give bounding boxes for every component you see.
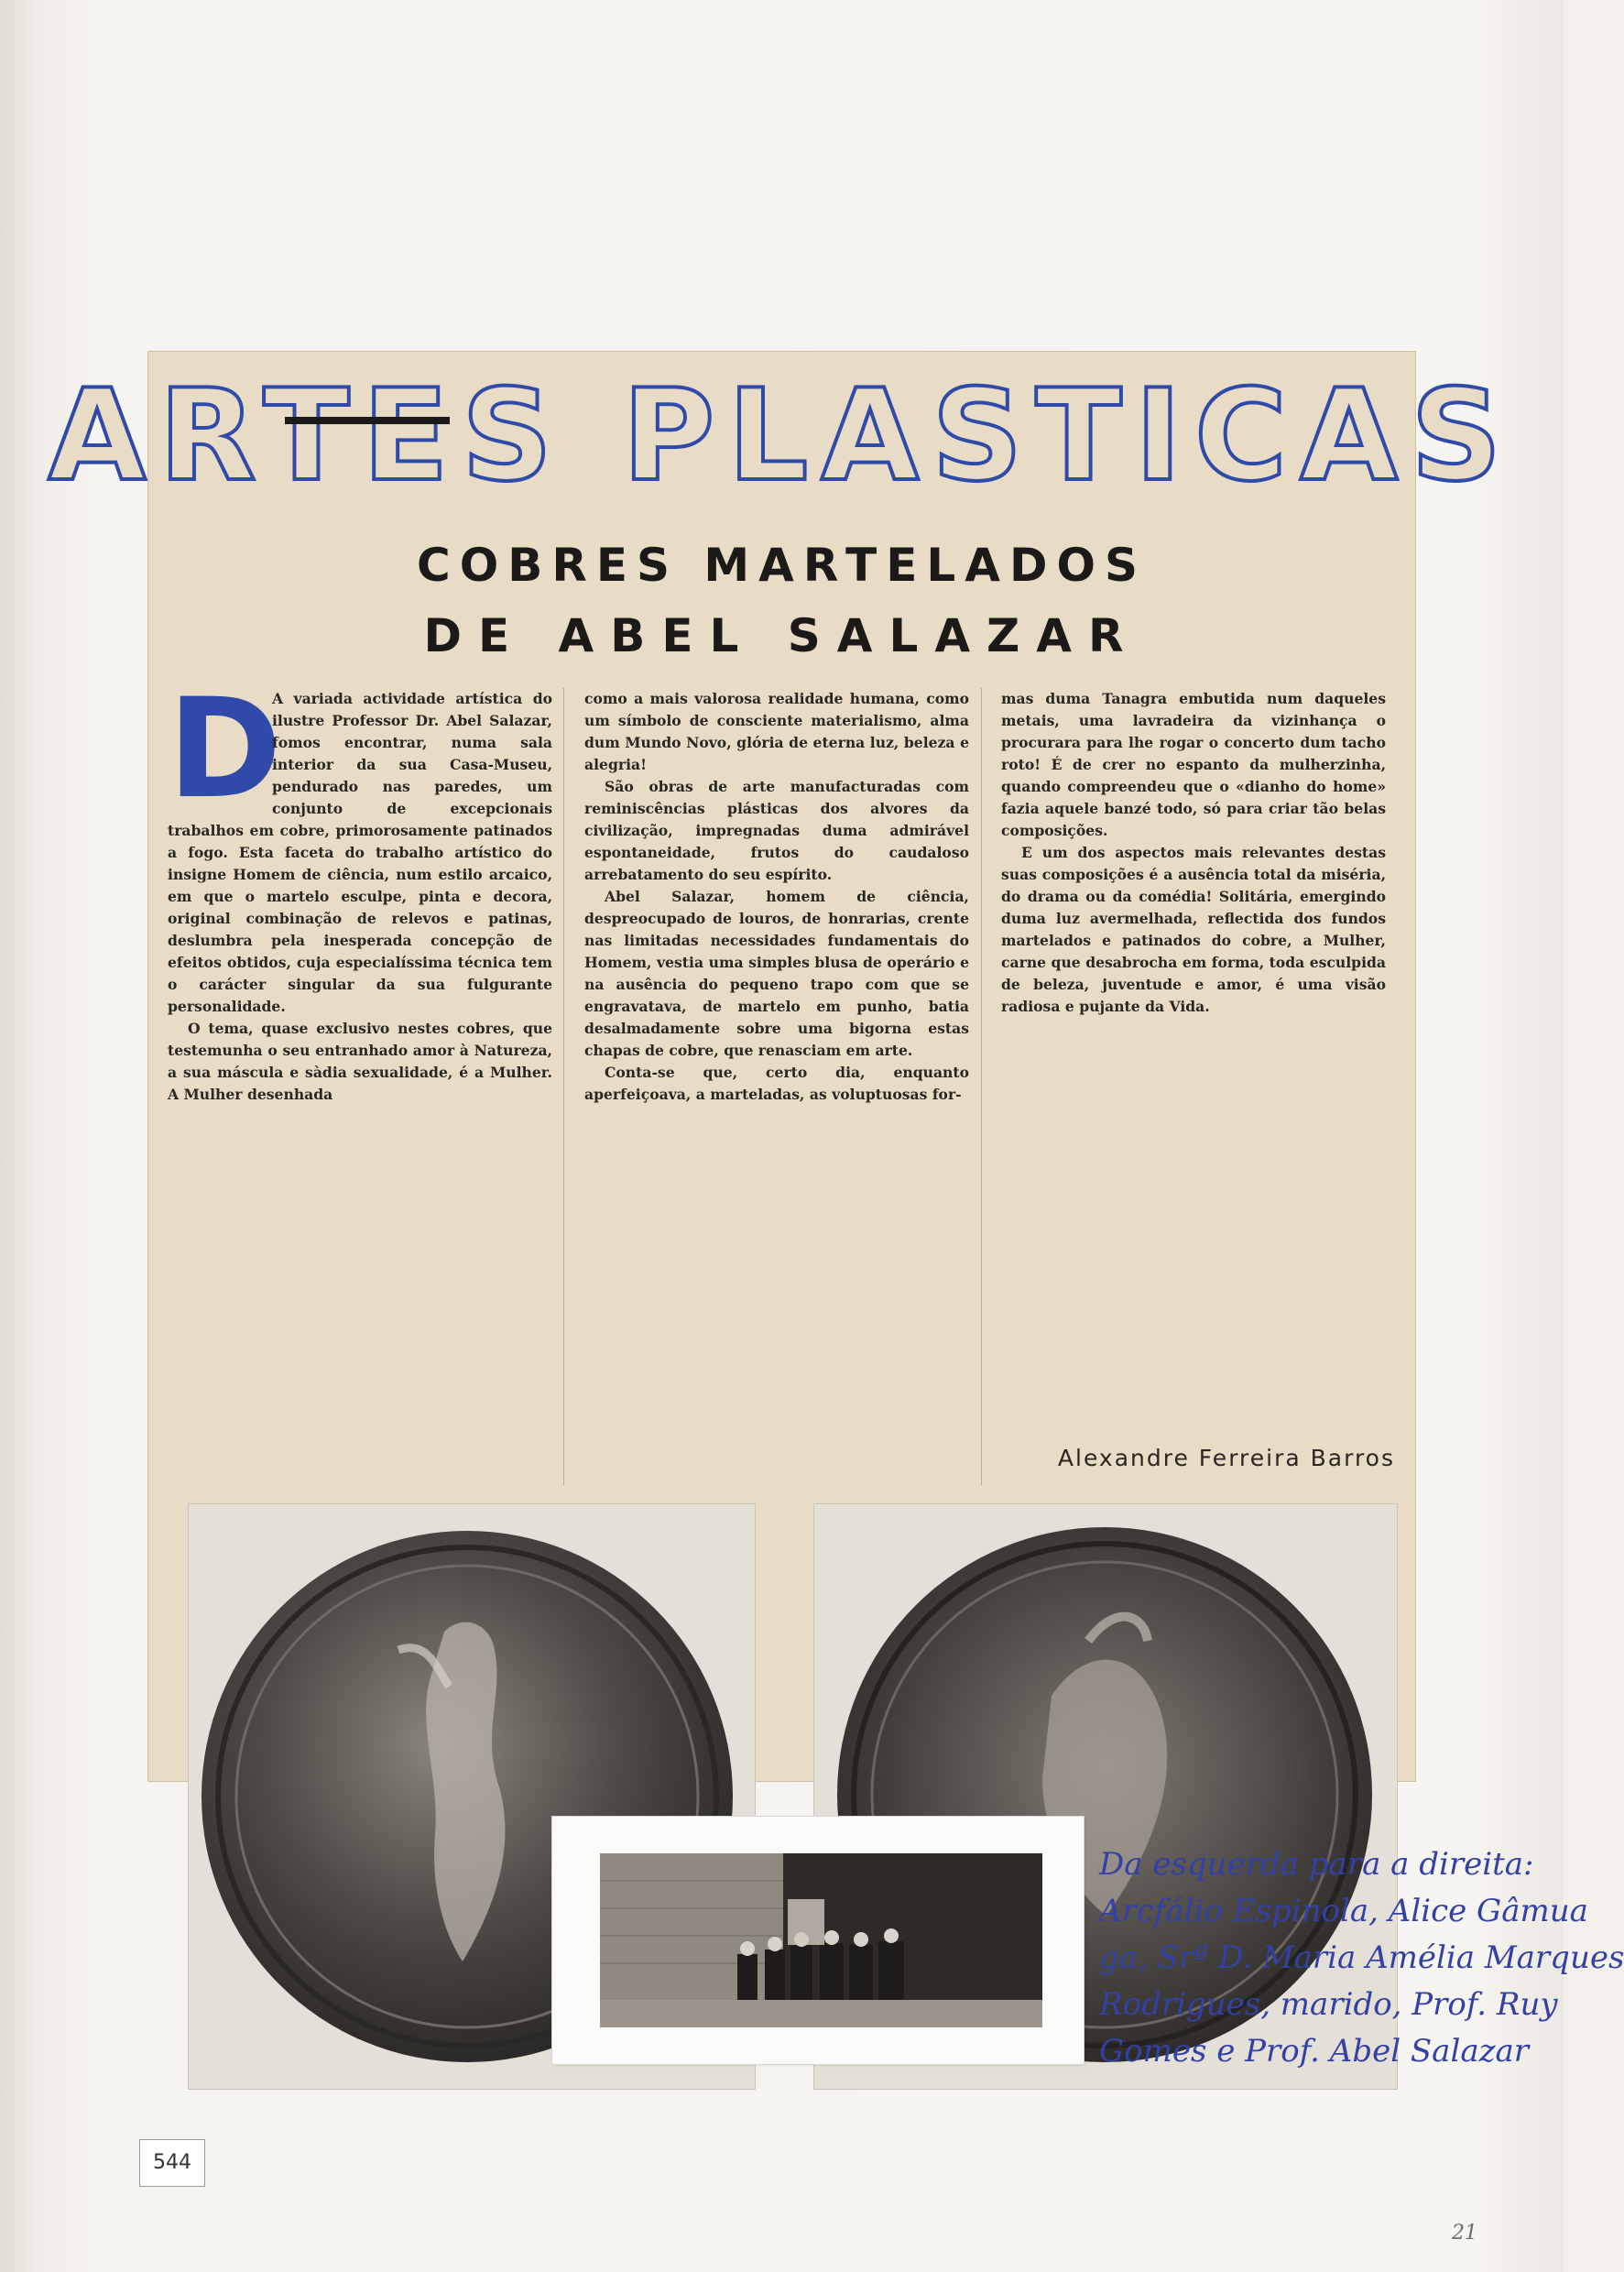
caption-line: Da esquerda para a direita:	[1099, 1846, 1534, 1883]
page-number-label: 544	[139, 2139, 205, 2187]
caption-line: Arcfálio Espinola, Alice Gâmua	[1099, 1893, 1588, 1929]
byline: Alexandre Ferreira Barros	[1057, 1445, 1395, 1471]
drop-cap: D	[168, 670, 282, 829]
group-photo-image	[600, 1853, 1042, 2027]
group-photograph	[552, 1817, 1084, 2064]
caption-line: Rodrigues, marido, Prof. Ruy	[1099, 1986, 1558, 2023]
handwritten-caption	[1099, 1841, 1624, 2075]
folio-number: 21	[1452, 2222, 1477, 2245]
headline-line-2: DE ABEL SALAZAR	[423, 609, 1140, 662]
article-column-2	[584, 688, 969, 1106]
masthead-title: ARTES PLASTICAS	[48, 362, 1515, 509]
newspaper-clipping	[48, 351, 1515, 1782]
masthead-lettering	[48, 351, 1515, 509]
paragraph: O tema, quase exclusivo nestes cobres, que testemunha o seu entranhado amor à Natureza, a sua máscula e sàdia sexualidade, é a Mulher. A Mulher desenhada	[168, 1020, 552, 1103]
article-column-1	[168, 670, 552, 1106]
page-binding-edge	[0, 0, 35, 2272]
paragraph: Conta-se que, certo dia, enquanto aperfeiçoava, a marteladas, as voluptuosas for-	[584, 1064, 969, 1103]
paragraph: E um dos aspectos mais relevantes destas suas composições é a ausência total da miséria, do drama ou da comédia! Solitária, emergindo duma luz avermelhada, reflectida dos fundos martelados e patinados do cobre, a Mulher, carne que desabrocha em forma, toda esculpida de beleza, juventude e amor, é uma visão radiosa e pujante da Vida.	[1001, 844, 1386, 1015]
article-column-3	[1001, 688, 1386, 1018]
caption-line: ga, Srª D. Maria Amélia Marques	[1099, 1939, 1624, 1976]
paragraph: mas duma Tanagra embutida num daqueles metais, uma lavradeira da vizinhança o procurara para lhe rogar o concerto dum tacho roto! É de crer no espanto da mulherzinha, quando compreendeu que o «dianho do home» fazia aquele banzé todo, só para criar tão belas composições.	[1001, 690, 1386, 839]
article-body	[168, 670, 1395, 1513]
paragraph: Abel Salazar, homem de ciência, despreocupado de louros, de honrarias, crente nas limitadas necessidades fundamentais do Homem, vestia uma simples blusa de operário e na ausência do pequeno trapo com que se engravatava, de martelo em punho, batia desalmadamente sobre uma bigorna estas chapas de cobre, que renasciam em arte.	[584, 888, 969, 1059]
caption-line: Gomes e Prof. Abel Salazar	[1099, 2033, 1530, 2070]
paragraph: São obras de arte manufacturadas com reminiscências plásticas dos alvores da civilização, impregnadas duma admirável espontaneidade, frutos do caudaloso arrebatamento do seu espírito.	[584, 778, 969, 883]
paragraph: como a mais valorosa realidade humana, como um símbolo de consciente materialismo, alma dum Mundo Novo, glória de eterna luz, beleza e alegria!	[584, 690, 969, 773]
paragraph: A variada actividade artística do ilustre Professor Dr. Abel Salazar, fomos encontrar, numa sala interior da sua Casa-Museu, pendurado nas paredes, um conjunto de excepcionais trabalhos em cobre, primorosamente patinados a fogo. Esta faceta do trabalho artístico do insigne Homem de ciência, num estilo arcaico, em que o martelo esculpe, pinta e decora, original combinação de relevos e patinas, deslumbra pela inesperada concepção de efeitos obtidos, cuja especialíssima técnica tem o carácter singular da sua fulgurante personalidade.	[168, 690, 552, 1015]
masthead	[48, 351, 1515, 509]
headline-line-1: COBRES MARTELADOS	[417, 539, 1147, 592]
